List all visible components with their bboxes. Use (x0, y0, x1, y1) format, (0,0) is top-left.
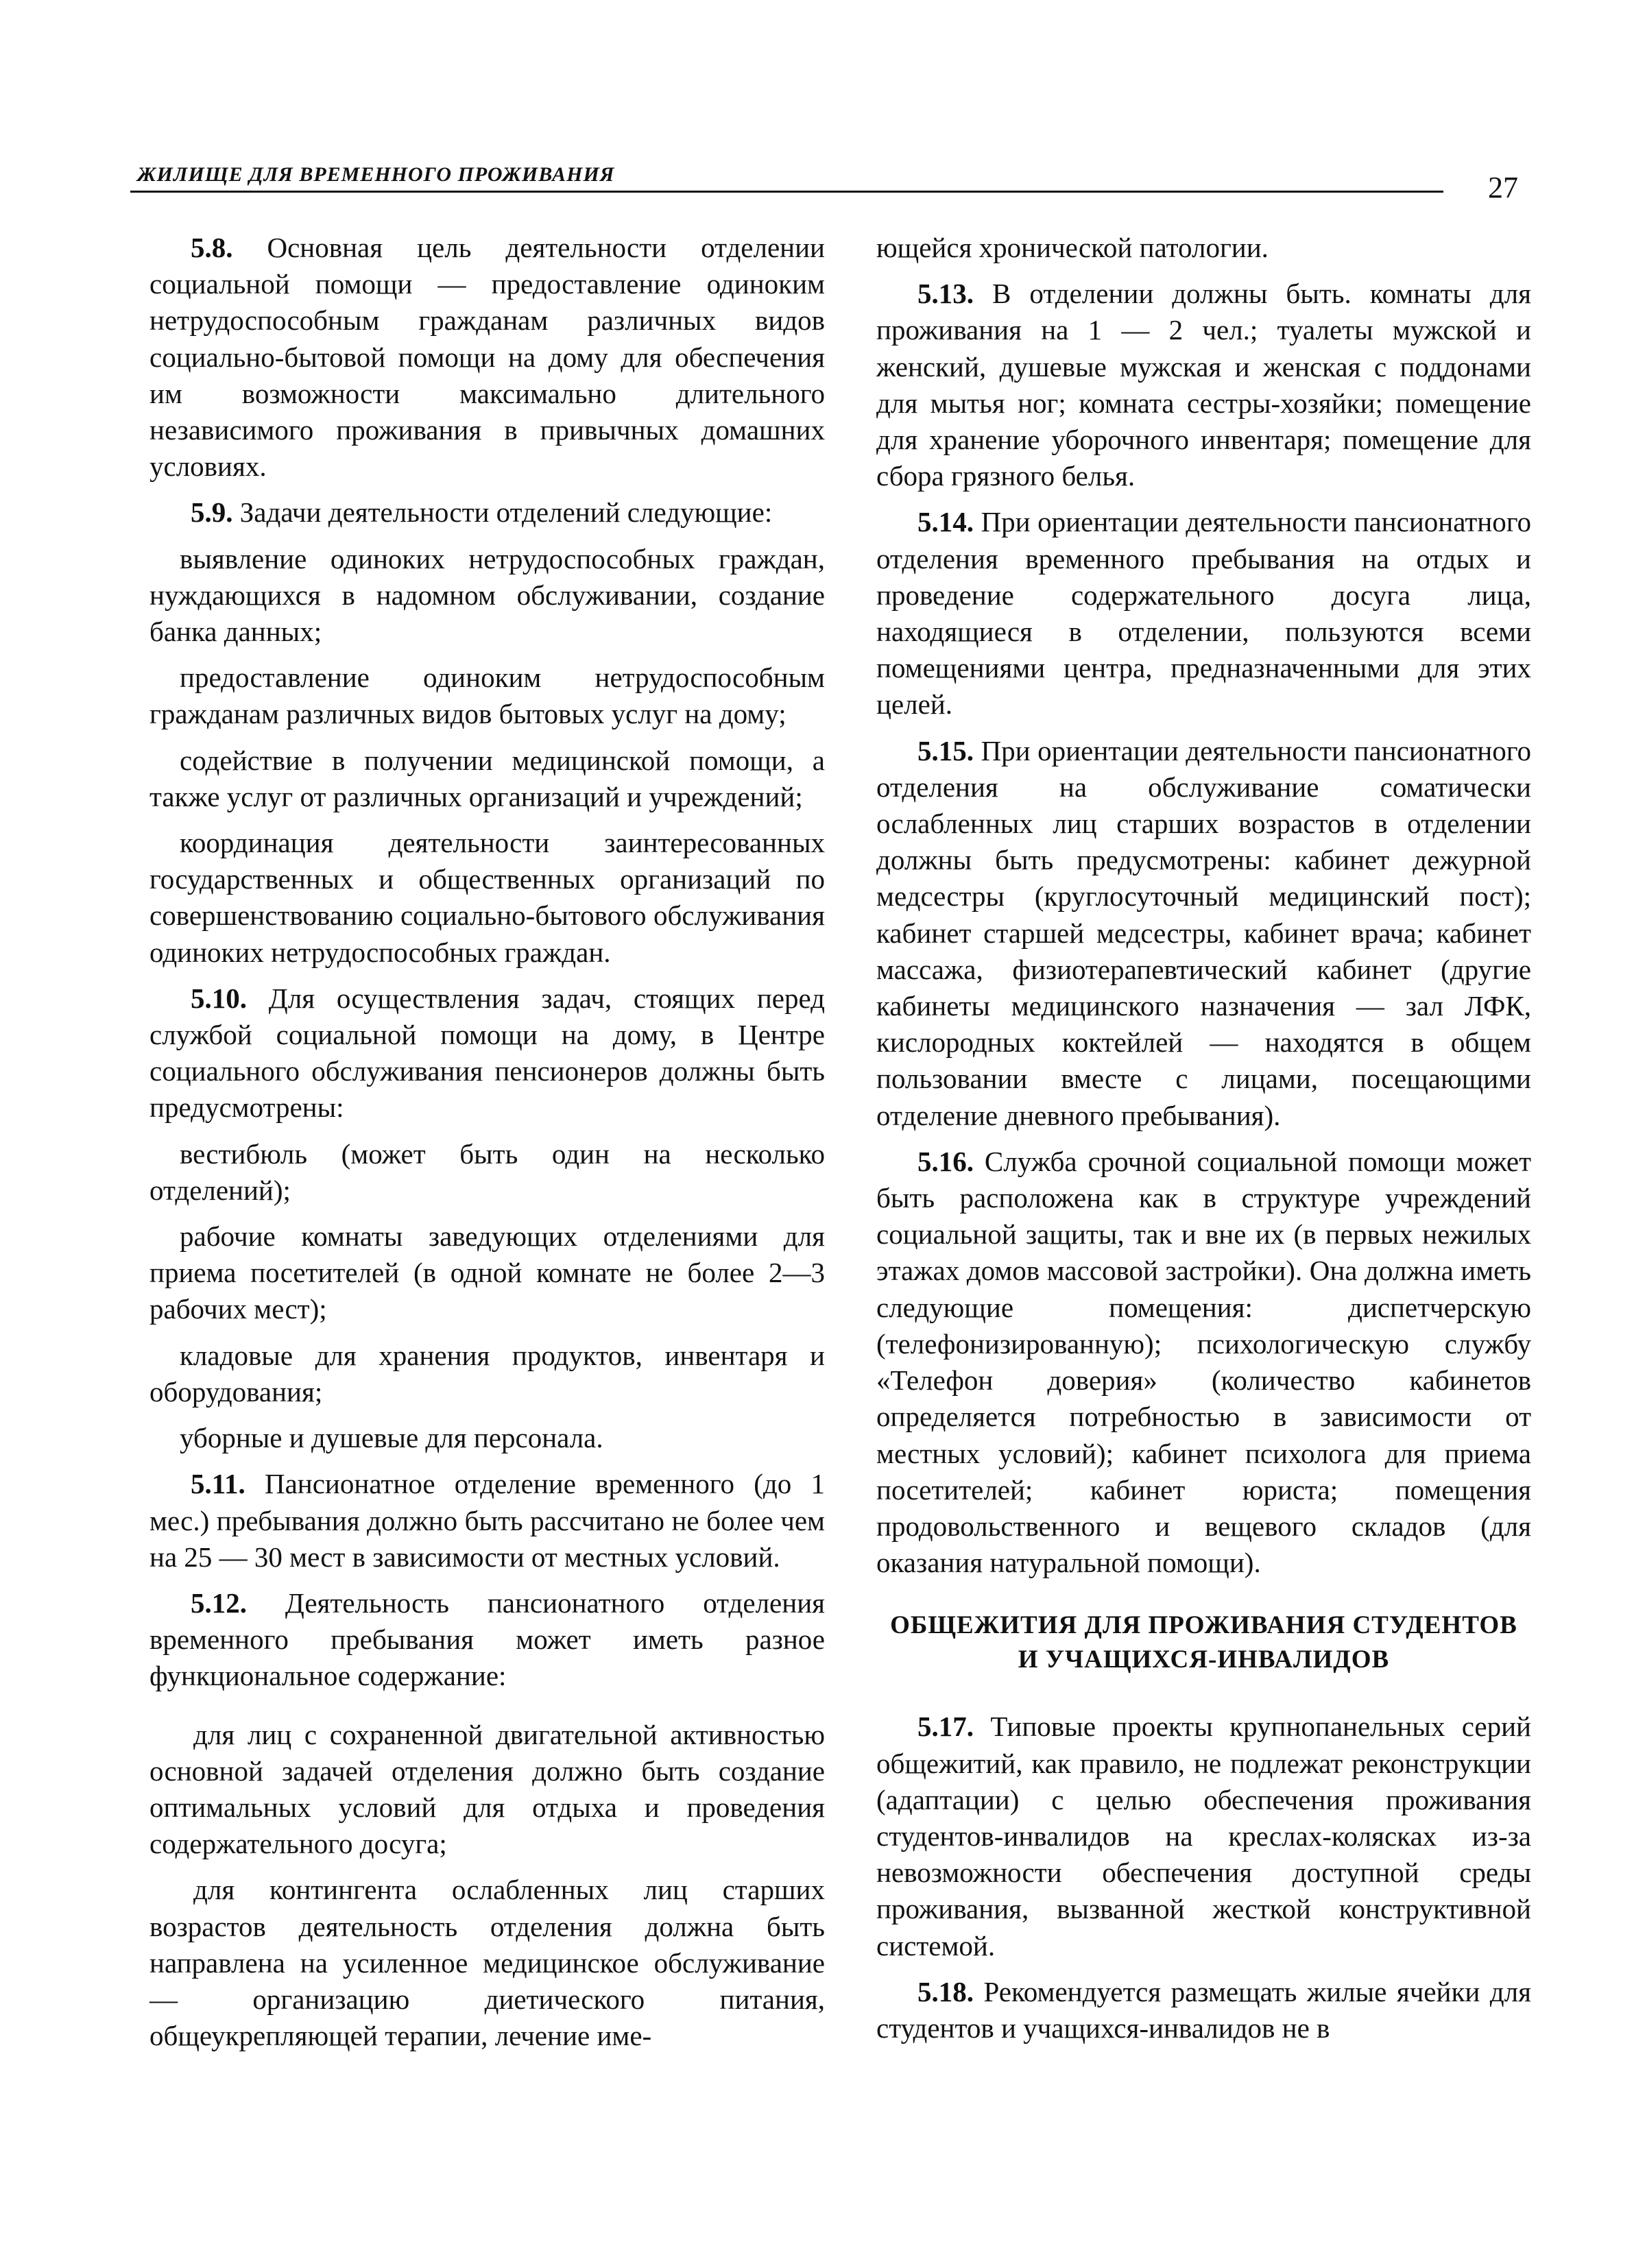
paragraph-5-17 (876, 1709, 1531, 1964)
paragraph-text: В отделении должны быть. комнаты для проживания на 1 — 2 чел.; туалеты мужской и женский, душевые мужская и женская с поддонами для мытья ног; комната сестры-хозяйки; помещение для хранение уборочного инвентаря; помещение для сбора грязного белья. (876, 278, 1531, 492)
paragraph-5-9 (149, 494, 825, 531)
paragraph-text: Типовые проекты крупнопанельных серий общежитий, как правило, не подлежат реконструкции (адаптации) с целью обеспечения проживания студентов-инвалидов на креслах-колясках из-за невозможности обеспечения доступной среды проживания, вызванной жесткой конструктивной системой. (876, 1711, 1531, 1962)
section-title (876, 1608, 1531, 1677)
list-item: содействие в получении медицинской помощи, а также услуг от различных организаций и учреждений; (149, 744, 825, 812)
paragraph-text: Рекомендуется размещать жилые ячейки для студентов и учащихся-инвалидов не в (876, 1975, 1531, 2044)
clause-number: 5.8. (191, 232, 233, 263)
paragraph-5-8 (149, 230, 825, 485)
clause-number: 5.15. (917, 734, 974, 767)
list-item: координация деятельности заинтересованных государственных и общественных организаций по совершенствованию социально-бытового обслуживания одиноких нетрудоспособных граждан. (149, 827, 825, 968)
paragraph-5-13 (876, 276, 1531, 494)
page-number: 27 (1488, 171, 1518, 204)
paragraph-5-16 (876, 1144, 1531, 1581)
clause-number: 5.16. (917, 1145, 974, 1177)
paragraph-text: Пансионатное отделение временного (до 1 мес.) пребывания должно быть рассчитано не более чем на 25 — 30 мест в зависимости от местных условий. (149, 1468, 825, 1573)
continued-text: ющейся хронической патологии. (876, 232, 1269, 263)
running-head: ЖИЛИЩЕ ДЛЯ ВРЕМЕННОГО ПРОЖИВАНИЯ (137, 163, 615, 186)
paragraph-5-15 (876, 733, 1531, 1134)
paragraph-text: При ориентации деятельности пансионатного отделения на обслуживание соматически ослабленных лиц старших возрастов в отделении должны быть предусмотрены: кабинет дежурной медсестры (круглосуточный медицинский пост); кабинет старшей медсестры, кабинет врача; кабинет массажа, физиотерапевтический кабинет (другие кабинеты медицинского назначения — зал ЛФК, кислородных коктейлей — находятся в общем пользовании вместе с лицами, посещающими отделение дневного пребывания). (876, 734, 1531, 1131)
clause-number: 5.14. (917, 506, 974, 538)
spacer (149, 1704, 825, 1717)
paragraph-5-18 (876, 1974, 1531, 2047)
list-item: кладовые для хранения продуктов, инвентаря и оборудования; (149, 1339, 825, 1408)
paragraph-text: Задачи деятельности отделений следующие: (232, 496, 773, 529)
paragraph-text: Для осуществления задач, стоящих перед службой социальной помощи на дому, в Центре социального обслуживания пенсионеров должны быть предусмотрены: (149, 982, 825, 1124)
clause-number: 5.10. (191, 982, 247, 1014)
paragraph-5-11 (149, 1466, 825, 1576)
clause-number: 5.12. (191, 1587, 247, 1619)
list-item: рабочие комнаты заведующих отделениями для приема посетителей (в одной комнате не более 2—3 рабочих мест); (149, 1220, 825, 1325)
left-column (149, 230, 825, 2064)
clause-number: 5.9. (191, 496, 233, 529)
list-item: выявление одиноких нетрудоспособных граждан, нуждающихся в надомном обслуживании, создание банка данных; (149, 542, 825, 648)
page-header (130, 163, 1443, 204)
paragraph-5-12 (149, 1585, 825, 1695)
list-item: для лиц с сохраненной двигательной активностью основной задачей отделения должно быть создание оптимальных условий для отдыха и проведения содержательного досуга; (149, 1718, 825, 1860)
list-item: уборные и душевые для персонала. (180, 1422, 603, 1454)
paragraph-text: Основная цель деятельности отделении социальной помощи — предоставление одиноким нетрудоспособным гражданам различных видов социально-бытовой помощи на дому для обеспечения им возможности максимально длительного независимого проживания в привычных домашних условиях. (149, 232, 825, 483)
section-title-line: И УЧАЩИХСЯ-ИНВАЛИДОВ (1018, 1645, 1390, 1674)
paragraph-5-14 (876, 504, 1531, 723)
clause-number: 5.11. (191, 1468, 245, 1500)
right-column (876, 230, 1531, 2056)
list-item: предоставление одиноким нетрудоспособным гражданам различных видов бытовых услуг на дому; (149, 662, 825, 730)
clause-number: 5.17. (917, 1711, 974, 1743)
list-item: для контингента ослабленных лиц старших возрастов деятельность отделения должна быть направлена на усиленное медицинское обслуживание — организацию диетического питания, общеукрепляющей терапии, лечение име- (149, 1874, 825, 2052)
list-item: вестибюль (может быть один на несколько отделений); (149, 1137, 825, 1206)
clause-number: 5.18. (917, 1975, 974, 2007)
paragraph-5-10 (149, 980, 825, 1126)
paragraph-text: При ориентации деятельности пансионатного отделения временного пребывания на отдых и проведение содержательного досуга лица, находящиеся в отделении, пользуются всеми помещениями центра, предназначенными для этих целей. (876, 506, 1531, 721)
paragraph-text: Деятельность пансионатного отделения временного пребывания может иметь разное функциональное содержание: (149, 1587, 825, 1692)
section-title-line: ОБЩЕЖИТИЯ ДЛЯ ПРОЖИВАНИЯ СТУДЕНТОВ (890, 1611, 1517, 1640)
header-rule (130, 191, 1443, 193)
clause-number: 5.13. (917, 278, 974, 310)
paragraph-text: Служба срочной социальной помощи может быть расположена как в структуре учреждений социальной защиты, так и вне их (в первых нежилых этажах домов массовой застройки). Она должна иметь следующие помещения: диспетчерскую (телефонизированную); психологическую службу «Телефон доверия» (количество кабинетов определяется потребностью в зависимости от местных условий); кабинет психолога для приема посетителей; кабинет юриста; помещения продовольственного и вещевого складов (для оказания натуральной помощи). (876, 1145, 1531, 1579)
